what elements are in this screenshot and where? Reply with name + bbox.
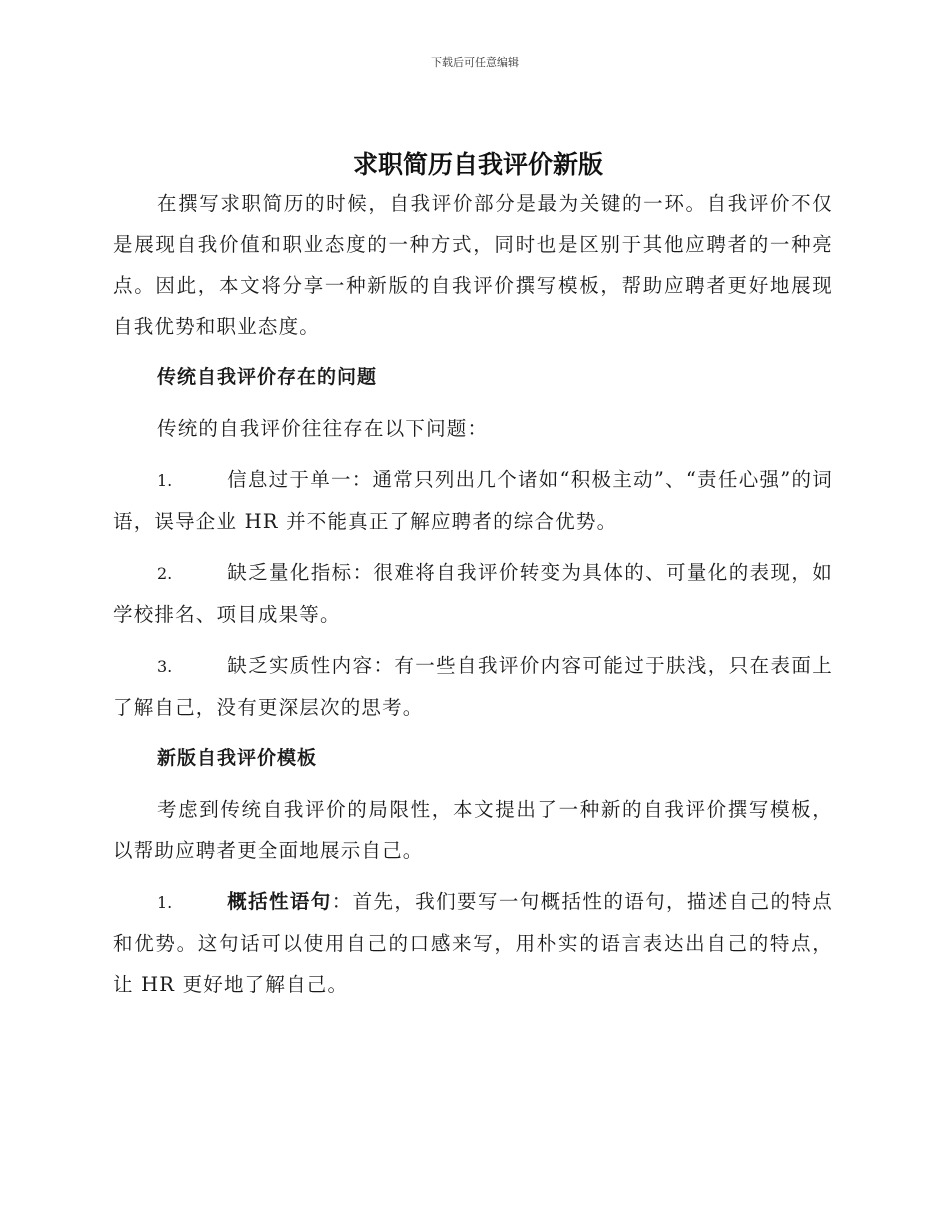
section-lead-template: 考虑到传统自我评价的局限性，本文提出了一种新的自我评价撰写模板，以帮助应聘者更全面地展示自己。 [113, 798, 833, 862]
list-text: ：首先，我们要写一句概括性的语句，描述自己的特点和优势。这句话可以使用自己的口感来写，用朴实的语言表达出自己的特点，让 HR 更好地了解自己。 [113, 890, 833, 996]
document-body [113, 147, 833, 1005]
section-lead-problems: 传统的自我评价往往存在以下问题： [157, 417, 489, 440]
list-number: 3. [157, 657, 173, 676]
list-term: 概括性语句 [227, 890, 332, 913]
list-item [113, 459, 833, 542]
list-item [113, 645, 833, 728]
list-text: 缺乏实质性内容：有一些自我评价内容可能过于肤浅，只在表面上了解自己，没有更深层次的思考。 [113, 654, 833, 719]
list-item [113, 552, 833, 635]
list-text: 信息过于单一：通常只列出几个诸如“积极主动”、“责任心强”的词语，误导企业 HR 并不能真正了解应聘者的综合优势。 [113, 468, 833, 533]
list-number: 1. [157, 893, 173, 912]
section-heading-problems: 传统自我评价存在的问题 [157, 366, 378, 388]
list-text: 缺乏量化指标：很难将自我评价转变为具体的、可量化的表现，如学校排名、项目成果等。 [113, 561, 833, 626]
intro-paragraph: 在撰写求职简历的时候，自我评价部分是最为关键的一环。自我评价不仅是展现自我价值和职业态度的一种方式，同时也是区别于其他应聘者的一种亮点。因此，本文将分享一种新版的自我评价撰写模板，帮助应聘者更好地展现自我优势和职业态度。 [113, 192, 833, 338]
list-number: 2. [157, 564, 173, 583]
list-number: 1. [157, 471, 173, 490]
list-item [113, 881, 833, 1005]
document-title: 求职简历自我评价新版 [352, 150, 603, 179]
page-header-note: 下载后可任意编辑 [431, 56, 519, 69]
section-heading-template: 新版自我评价模板 [157, 747, 318, 769]
